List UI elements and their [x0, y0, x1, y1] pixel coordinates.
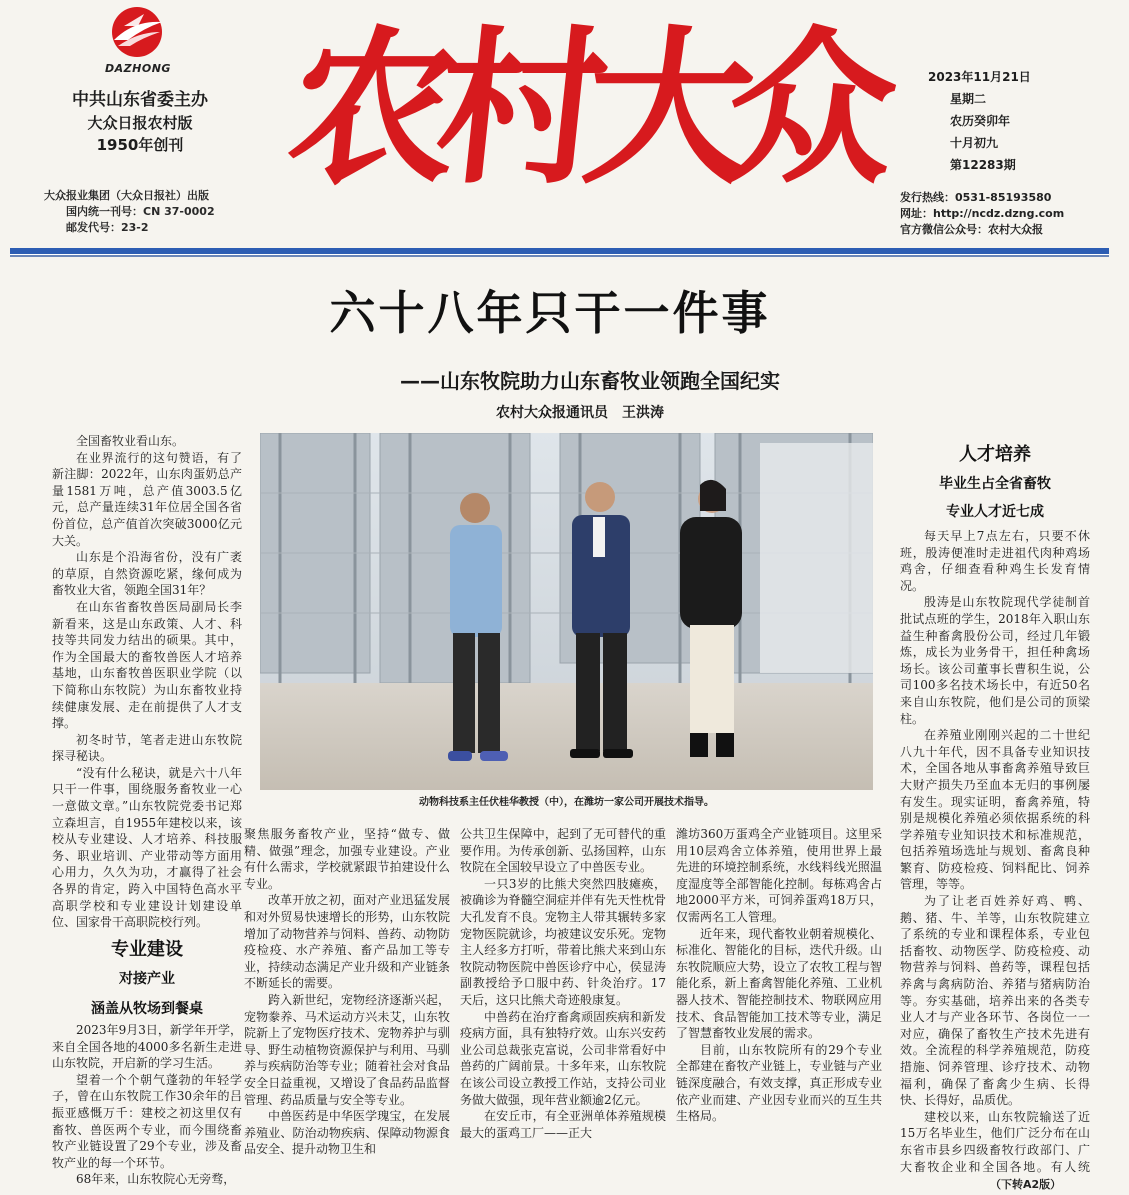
sponsor-line: 中共山东省委主办 — [72, 90, 208, 110]
paragraph: 初冬时节，笔者走进山东牧院探寻秘诀。 — [52, 732, 242, 764]
website: 网址：http://ncdz.dzng.com — [900, 207, 1065, 220]
section-heading-talent — [900, 440, 1090, 526]
issue-number: 第12283期 — [950, 158, 1016, 172]
article-column-1 — [52, 433, 242, 933]
article-subhead: ——山东牧院助力山东畜牧业领跑全国纪实 — [400, 369, 780, 393]
edition-line: 大众日报农村版 — [87, 114, 193, 132]
section-title: 人才培养 — [959, 444, 1031, 465]
continued-notice: （下转A2版） — [990, 1178, 1062, 1191]
article-column-5 — [900, 528, 1090, 1174]
paragraph: 在安丘市，有全亚洲单体养殖规模最大的蛋鸡工厂——正大 — [460, 1109, 666, 1140]
paragraph: 聚焦服务畜牧产业，坚持“做专、做精、做强”理念，加强专业建设。产业有什么需求，学校就紧跟节拍建设什么专业。 — [244, 827, 450, 891]
article-column-1-lower — [52, 1022, 242, 1192]
masthead-divider — [10, 248, 1109, 257]
issue-date-block — [928, 66, 1118, 176]
paragraph: “没有什么秘诀，就是六十八年只干一件事，围绕服务畜牧业一心一意做文章。”山东牧院党委书记郑立森坦言，自1955年建校以来，该校从专业建设、人才培养、科技服务、职业培训、产业带动等方面用心用力，久久为功，才赢得了社会各界的肯定，跨入中国特色高水平高职学校和专业建设计划建设单位、国家骨干高职院校行列。 — [52, 765, 242, 930]
weekday: 星期二 — [950, 92, 987, 106]
paragraph: 公共卫生保障中，起到了无可替代的重要作用。为传承创新、弘扬国粹，山东牧院在全国较早设立了中兽医专业。 — [460, 827, 666, 875]
article-byline: 农村大众报通讯员 王洪涛 — [496, 405, 664, 421]
paragraph: 改革开放之初，面对产业迅猛发展和对外贸易快速增长的形势，山东牧院增加了动物营养与饲料、兽药、动物防疫检疫、水产养殖、畜产品加工等专业，持续动态满足产业升级和产业链条不断延长的需要。 — [244, 893, 450, 991]
paragraph: 全国畜牧业看山东。 — [76, 434, 185, 448]
article-column-4 — [676, 826, 882, 1192]
lunar-year: 农历癸卯年 — [950, 114, 1011, 128]
paragraph: 建校以来，山东牧院输送了近15万名毕业生，他们广泛分布在山东省市县乡四级畜牧行政部门、广大畜牧企业和全国各地。有人统 — [900, 1109, 1090, 1174]
section-subtitle: 涵盖从牧场到餐桌 — [91, 1001, 203, 1017]
paragraph: 望着一个个朝气蓬勃的年轻学子，曾在山东牧院工作30余年的吕振亚感慨万千：建校之初这里仅有畜牧、兽医两个专业，而今围绕畜牧产业链设置了29个专业，涉及畜牧产业的每一个环节。 — [52, 1072, 242, 1170]
masthead — [0, 0, 1129, 248]
paragraph: 68年来，山东牧院心无旁骛， — [76, 1172, 236, 1187]
paragraph: 山东是个沿海省份，没有广袤的草原，自然资源吃紧，缘何成为畜牧业大省，领跑全国31年？ — [52, 550, 242, 598]
nameplate-char: 村 — [427, 9, 617, 207]
nameplate-char: 众 — [717, 9, 907, 207]
paragraph: 为了让老百姓养好鸡、鸭、鹅、猪、牛、羊等，山东牧院建立了系统的专业和课程体系，专业包括畜牧、动物医学、防疫检疫、动物营养与饲料、兽药等，课程包括养禽与禽病防治、养猪与猪病防治等。夯实基础，培养出来的各类专业人才与产业各环节、各岗位一一对应，确保了畜牧生产技术先进有效。全流程的科学养殖规范，防疫措施、饲养管理、诊疗技术、动物福利，确保了畜禽少生病、长得快、长得好，品质优。 — [900, 894, 1090, 1108]
postal-code: 邮发代号：23-2 — [66, 221, 149, 234]
article-column-3 — [460, 826, 666, 1192]
section-subtitle: 对接产业 — [119, 971, 175, 987]
paragraph: 在山东省畜牧兽医局副局长李新看来，这是山东政策、人才、科技等共同发力结出的硕果。其中，作为全国最大的畜牧兽医人才培养基地，山东畜牧兽医职业学院（以下简称山东牧院）为山东畜牧业持续健康发展、走在前提供了人才支撑。 — [52, 599, 242, 731]
article-photo — [260, 433, 873, 790]
publisher-info — [20, 88, 260, 156]
paragraph: 在业界流行的这句赞语，有了新注脚：2022年，山东肉蛋奶总产量1581万吨，总产值3003.5亿元，总产量连续31年位居全国各省份首位，总产值首次突破3000亿元大关。 — [52, 450, 242, 548]
article-column-2 — [244, 826, 450, 1192]
paragraph: 中兽医药是中华医学瑰宝，在发展养殖业、防治动物疾病、保障动物源食品安全、提升动物卫生和 — [244, 1109, 450, 1157]
nameplate-char: 大 — [575, 9, 765, 207]
gregorian-date: 2023年11月21日 — [928, 70, 1031, 84]
contact-info — [900, 190, 1120, 238]
paragraph: 殷涛是山东牧院现代学徒制首批试点班的学生，2018年入职山东益生种畜禽股份公司，经过几年锻炼，成长为业务骨干，担任种禽场场长。该公司董事长曹积生说，公司100多名技术场长中，有近50名来自山东牧院，他们是公司的顶梁柱。 — [900, 595, 1090, 726]
nameplate-char: 农 — [279, 9, 469, 207]
paragraph: 中兽药在治疗畜禽顽固疾病和新发疫病方面，具有独特疗效。山东兴安药业公司总裁张克富说，公司非常看好中兽药的广阔前景。十多年来，山东牧院在该公司设立教授工作站，支持公司业务做大做强，现年营业额逾2亿元。 — [460, 1009, 666, 1107]
publisher-line: 大众报业集团（大众日报社）出版 — [44, 189, 209, 202]
paragraph: 每天早上7点左右，只要不休班，殷涛便准时走进祖代肉种鸡场鸡舍，仔细查看种鸡生长发育情况。 — [900, 529, 1090, 593]
section-subtitle: 专业人才近七成 — [946, 504, 1044, 520]
registration-info — [44, 188, 284, 236]
wechat-account: 官方微信公众号：农村大众报 — [900, 223, 1043, 236]
newspaper-nameplate — [279, 6, 907, 238]
paragraph: 2023年9月3日，新学年开学，来自全国各地的4000多名新生走进山东牧院，开启新的学习生活。 — [52, 1023, 242, 1071]
paragraph: 跨入新世纪，宠物经济逐渐兴起，宠物豢养、马术运动方兴未艾，山东牧院新上了宠物医疗技术、宠物养护与驯导、野生动植物资源保护与利用、马驯养与疾病防治等专业；随着社会对食品安全日益重视，又增设了食品药品监督管理、药品质量与安全等专业。 — [244, 992, 450, 1107]
photo-caption: 动物科技系主任伏桂华教授（中），在潍坊一家公司开展技术指导。 — [419, 797, 714, 808]
paragraph: 近年来，现代畜牧业朝着规模化、标准化、智能化的目标，迭代升级。山东牧院顺应大势，设立了农牧工程与智能化系，新上畜禽智能化养殖、工业机器人技术、智能控制技术、物联网应用技术、食品智能加工技术等专业，满足了智慧畜牧业发展的需求。 — [676, 926, 882, 1041]
paragraph: 目前，山东牧院所有的29个专业全都建在畜牧产业链上，专业链与产业链深度融合，有效支撑，真正形成专业依产业而建、产业因专业而兴的互生共生格局。 — [676, 1042, 882, 1124]
lunar-day: 十月初九 — [950, 136, 999, 150]
section-heading-professional — [52, 936, 242, 1024]
paragraph: 在养殖业刚刚兴起的二十世纪八九十年代，因不具备专业知识技术，全国各地从事畜禽养殖导致巨大财产损失乃至血本无归的事例屡有发生。现实证明，畜禽养殖，特别是规模化养殖必须依据系统的科学养殖专业知识技术和标准规范，包括养殖场选址与规划、畜禽良种繁育、防疫检疫、饲料配比、饲养管理，等等。 — [900, 728, 1090, 892]
paragraph: 一只3岁的比熊犬突然四肢瘫痪，被确诊为脊髓空洞症并伴有先天性枕骨大孔发育不良。宠物主人带其辗转多家宠物医院就诊，均被建议安乐死。宠物主人经多方打听，带着比熊犬来到山东牧院动物医院中兽医诊疗中心，侯显涛副教授给予口服中药、针灸治疗。17天后，这只比熊犬奇迹般康复。 — [460, 876, 666, 1007]
dazhong-logo-icon — [104, 6, 170, 58]
founded-line: 1950年创刊 — [96, 136, 184, 154]
hotline: 发行热线：0531-85193580 — [900, 191, 1052, 204]
article-headline: 六十八年只干一件事 — [329, 286, 771, 340]
cn-number: 国内统一刊号：CN 37-0002 — [66, 205, 215, 218]
logo-wordmark: DAZHONG — [105, 62, 171, 75]
paragraph: 潍坊360万蛋鸡全产业链项目。这里采用10层鸡舍立体养殖，使用世界上最先进的环境控制系统，水线料线光照温度湿度等全部智能化控制。每栋鸡舍占地2000平方米，可饲养蛋鸡18万只，仅需两名工人管理。 — [676, 827, 882, 924]
section-subtitle: 毕业生占全省畜牧 — [939, 476, 1051, 492]
section-title: 专业建设 — [111, 939, 183, 960]
